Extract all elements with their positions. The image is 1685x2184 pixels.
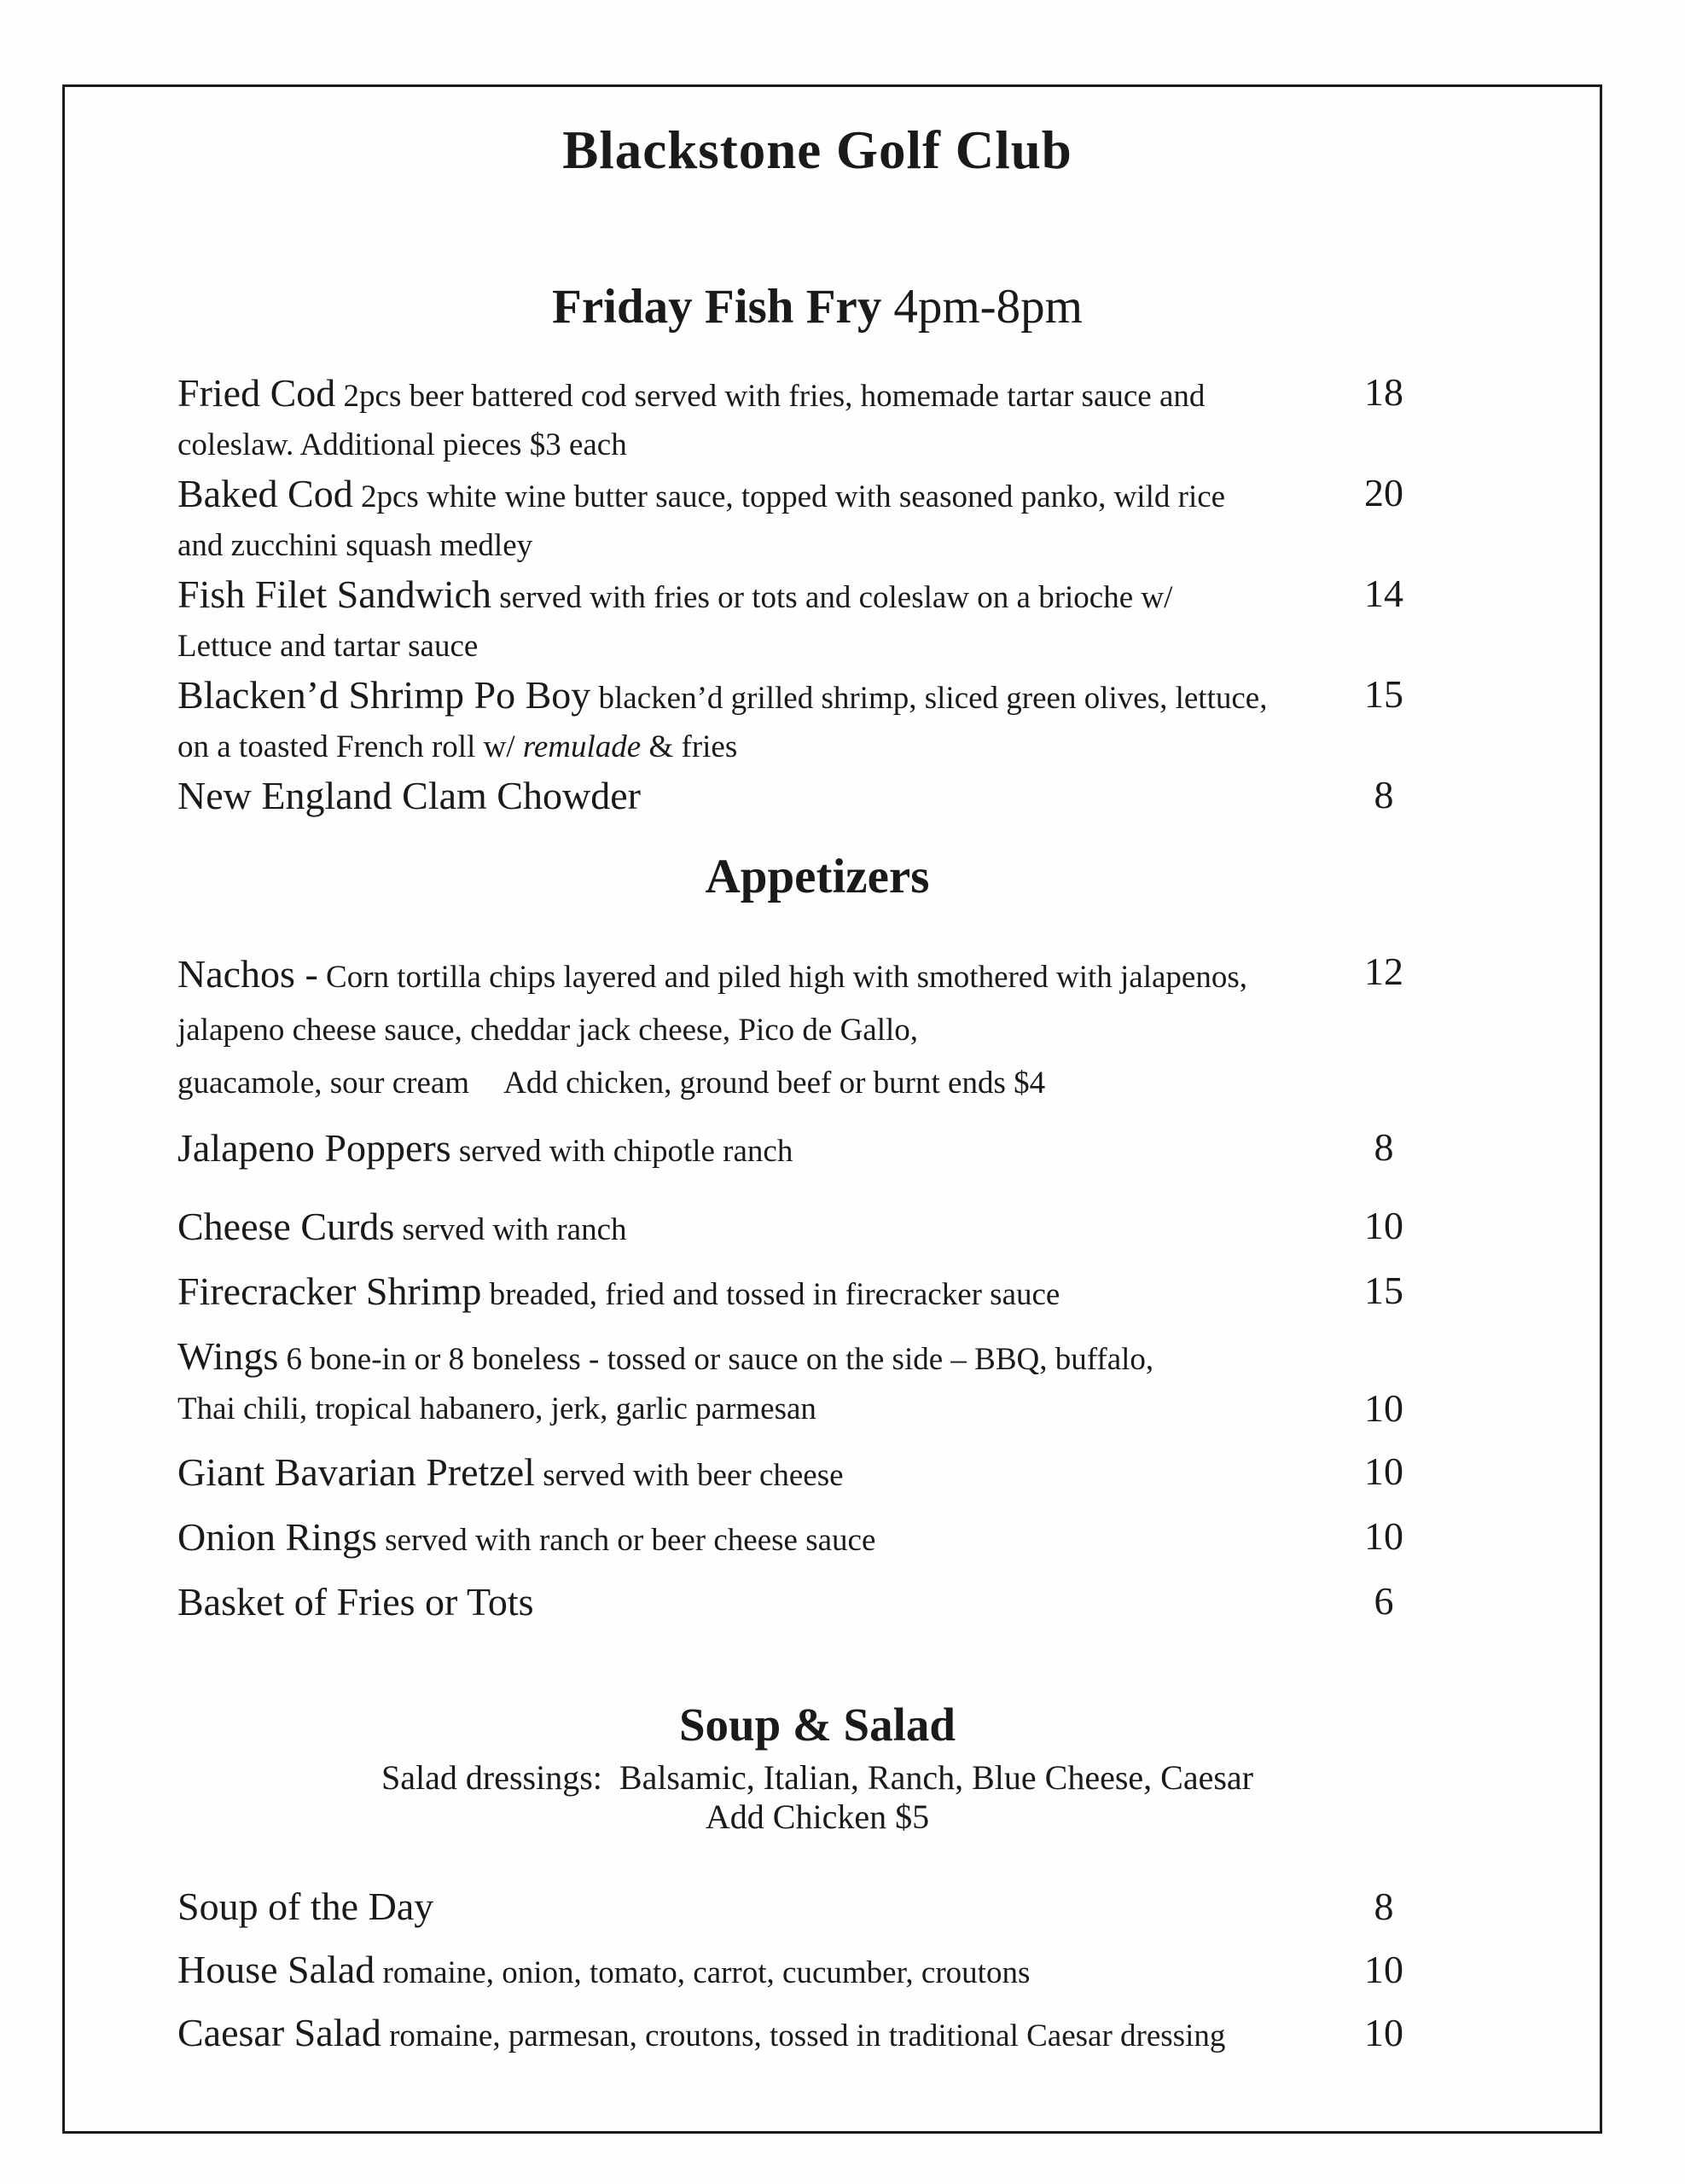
item-text — [177, 1883, 1353, 1934]
menu-item-firecracker-shrimp — [177, 1267, 1415, 1320]
item-desc-cont-post: & fries — [641, 729, 738, 765]
item-price: 10 — [1364, 1948, 1403, 1992]
item-desc: Corn tortilla chips layered and piled high with smothered with jalapenos, — [326, 960, 1247, 996]
item-name: Soup of the Day — [177, 1885, 434, 1929]
item-row-wings-flavors — [177, 1385, 1415, 1434]
item-row — [177, 1124, 1415, 1176]
menu-item-shrimp-po-boy — [177, 671, 1415, 723]
item-row — [177, 1448, 1415, 1501]
item-name: Wings — [177, 1334, 279, 1379]
add-chicken-line: Add Chicken $5 — [705, 1798, 930, 1837]
item-price: 10 — [1364, 1514, 1403, 1559]
item-name: Giant Bavarian Pretzel — [177, 1450, 535, 1495]
item-addon-note: Add chicken, ground beef or burnt ends $4 — [503, 1066, 1046, 1101]
menu-item-caesar-salad — [177, 2009, 1415, 2060]
item-desc: 6 bone-in or 8 boneless - tossed or sauce on the side – BBQ, buffalo, — [286, 1342, 1154, 1378]
menu-content — [177, 121, 1415, 2072]
item-desc: served with fries or tots and coleslaw on a brioche w/ — [499, 580, 1173, 616]
item-price: 18 — [1364, 370, 1403, 415]
item-name: New England Clam Chowder — [177, 774, 641, 818]
menu-item-clam-chowder — [177, 771, 1415, 823]
item-name: Basket of Fries or Tots — [177, 1580, 534, 1624]
item-name: Cheese Curds — [177, 1205, 395, 1249]
item-desc-cont: Lettuce and tartar sauce — [177, 629, 479, 665]
item-desc: served with chipotle ranch — [458, 1134, 793, 1170]
fish-fry-hours: 4pm-8pm — [893, 280, 1083, 334]
item-desc: romaine, onion, tomato, carrot, cucumber, croutons — [382, 1955, 1031, 1991]
item-name: House Salad — [177, 1948, 375, 1992]
item-price: 15 — [1364, 672, 1403, 717]
item-price: 10 — [1364, 1449, 1403, 1494]
item-text — [177, 1577, 1353, 1630]
item-text — [177, 570, 1353, 622]
item-text — [177, 1267, 1353, 1320]
item-price: 8 — [1374, 773, 1394, 817]
item-price: 8 — [1374, 1125, 1394, 1170]
item-name: Nachos - — [177, 952, 318, 996]
menu-item-house-salad — [177, 1946, 1415, 1997]
item-desc-cont2-a: guacamole, sour cream — [177, 1066, 470, 1101]
item-name: Onion Rings — [177, 1515, 377, 1560]
menu-item-nachos — [177, 948, 1415, 1110]
item-text — [177, 469, 1353, 521]
section-appetizers — [177, 851, 1415, 1630]
section-heading-soup-salad: Soup & Salad — [678, 1699, 956, 1751]
menu-item-basket-fries-tots — [177, 1577, 1415, 1630]
item-desc-cont: coleslaw. Additional pieces $3 each — [177, 427, 627, 463]
item-price: 10 — [1364, 1386, 1403, 1431]
item-text — [177, 1202, 1353, 1255]
item-row — [177, 948, 1415, 1004]
item-desc: served with beer cheese — [543, 1458, 844, 1494]
menu-item-soup-of-the-day — [177, 1883, 1415, 1934]
item-name: Jalapeno Poppers — [177, 1126, 451, 1170]
item-desc: served with ranch — [402, 1212, 627, 1248]
item-price: 14 — [1364, 572, 1403, 616]
item-desc: 2pcs beer battered cod served with fries, homemade tartar sauce and — [343, 379, 1206, 415]
item-desc-cont — [177, 723, 1415, 771]
section-heading-fish-fry — [199, 280, 1436, 334]
menu-item-cheese-curds — [177, 1202, 1415, 1255]
item-name: Fish Filet Sandwich — [177, 572, 492, 617]
menu-item-jalapeno-poppers — [177, 1124, 1415, 1176]
menu-item-fried-cod — [177, 369, 1415, 421]
item-price: 10 — [1364, 2011, 1403, 2055]
item-name: Caesar Salad — [177, 2011, 381, 2055]
section-heading-appetizers: Appetizers — [705, 850, 930, 904]
item-price: 12 — [1364, 950, 1403, 994]
item-text — [177, 1513, 1353, 1565]
item-name: Firecracker Shrimp — [177, 1269, 482, 1314]
item-row — [177, 1513, 1415, 1565]
item-desc-cont: Thai chili, tropical habanero, jerk, garlic parmesan — [177, 1391, 816, 1427]
salad-dressings-line: Salad dressings: Balsamic, Italian, Ranch, Blue Cheese, Caesar — [381, 1758, 1253, 1798]
item-row — [177, 1202, 1415, 1255]
item-desc-cont2 — [177, 1057, 1415, 1110]
item-price: 10 — [1364, 1204, 1403, 1248]
item-name: Blacken’d Shrimp Po Boy — [177, 673, 591, 717]
item-desc: breaded, fried and tossed in firecracker sauce — [489, 1277, 1060, 1313]
item-text — [177, 948, 1353, 1004]
item-desc: blacken’d grilled shrimp, sliced green olives, lettuce, — [598, 681, 1268, 717]
item-text — [177, 1448, 1353, 1501]
item-text — [177, 369, 1353, 421]
item-text — [177, 1124, 1353, 1176]
item-desc: romaine, parmesan, croutons, tossed in traditional Caesar dressing — [389, 2018, 1226, 2054]
menu-item-wings — [177, 1332, 1415, 1434]
item-text — [177, 1332, 1415, 1385]
item-desc: 2pcs white wine butter sauce, topped with seasoned panko, wild rice — [360, 479, 1226, 515]
item-row — [177, 1267, 1415, 1320]
item-name: Baked Cod — [177, 472, 353, 516]
item-desc: served with ranch or beer cheese sauce — [385, 1523, 876, 1559]
item-text — [177, 671, 1353, 723]
item-row — [177, 1577, 1415, 1630]
menu-item-fish-filet-sandwich — [177, 570, 1415, 622]
fish-fry-heading-text: Friday Fish Fry — [552, 280, 882, 334]
menu-item-bavarian-pretzel — [177, 1448, 1415, 1501]
item-desc-cont: jalapeno cheese sauce, cheddar jack cheese, Pico de Gallo, — [177, 1013, 919, 1048]
item-text — [177, 771, 1353, 823]
soup-salad-items — [177, 1883, 1415, 2060]
item-text — [177, 2009, 1353, 2060]
item-price: 15 — [1364, 1269, 1403, 1313]
item-desc-cont-pre: on a toasted French roll w/ — [177, 729, 523, 765]
menu-item-baked-cod — [177, 469, 1415, 521]
item-desc-cont-italic: remulade — [522, 729, 642, 765]
menu-item-onion-rings — [177, 1513, 1415, 1565]
item-name: Fried Cod — [177, 371, 336, 415]
page-title: Blackstone Golf Club — [562, 120, 1072, 180]
item-text — [177, 1946, 1353, 1997]
item-price: 6 — [1374, 1579, 1394, 1623]
item-price: 20 — [1364, 471, 1403, 515]
section-soup-salad — [177, 1699, 1415, 2060]
section-fish-fry — [177, 280, 1415, 823]
item-desc-cont: and zucchini squash medley — [177, 528, 533, 564]
item-row — [177, 1332, 1415, 1385]
item-price: 8 — [1374, 1885, 1394, 1929]
